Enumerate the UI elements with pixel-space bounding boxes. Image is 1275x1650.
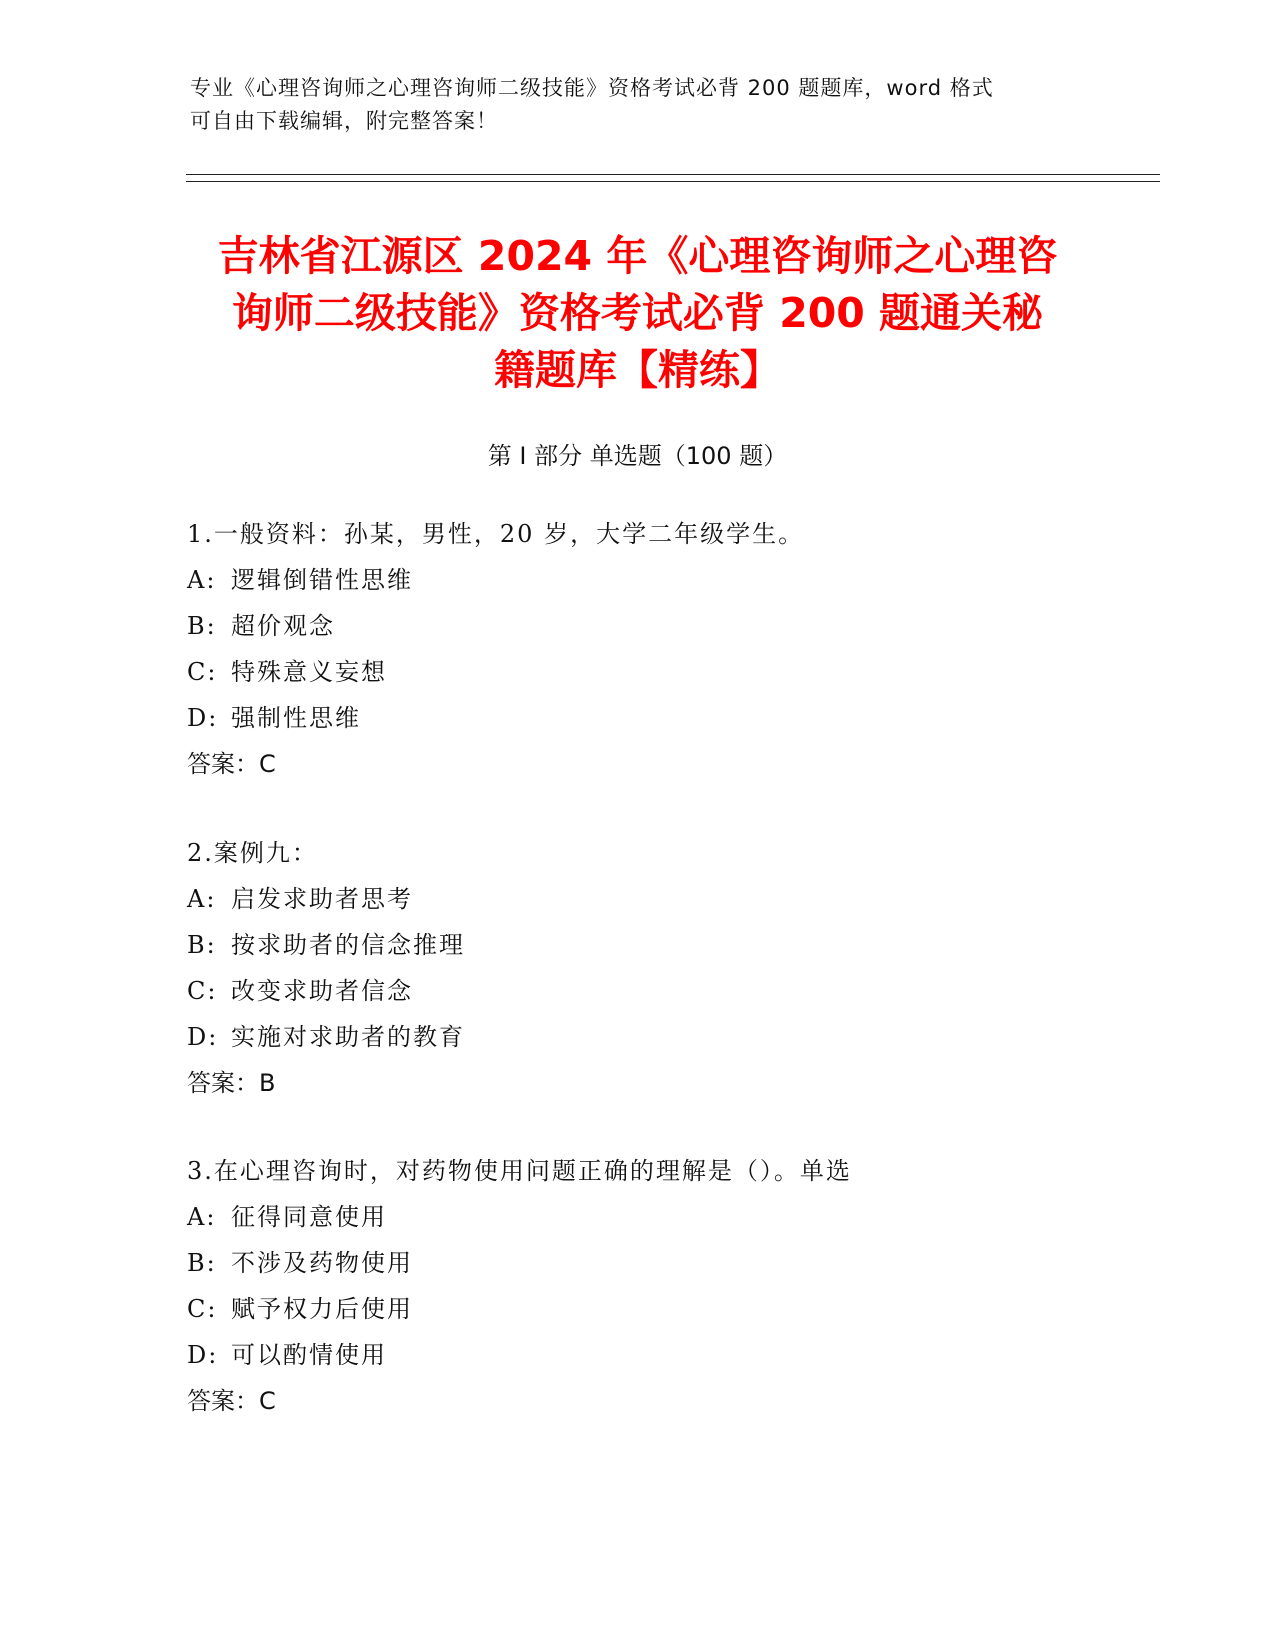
option-letter: D: [187,704,219,732]
option-text: 特殊意义妄想 [231,658,387,686]
header-note-line-1: 专业《心理咨询师之心理咨询师二级技能》资格考试必背 200 题题库，word 格式 [190,76,994,100]
option-text: 可以酌情使用 [231,1341,387,1369]
option-letter: A: [187,1203,217,1231]
option-text: 改变求助者信念 [231,977,413,1005]
option-a [187,1194,1147,1240]
question-3 [187,1148,1147,1424]
option-letter: C: [187,1295,218,1323]
title-line-2: 询师二级技能》资格考试必背 200 题通关秘 [231,289,1044,337]
option-a [187,876,1147,922]
option-letter: B: [187,931,217,959]
option-d [187,1014,1147,1060]
option-a [187,557,1147,603]
title-line-3: 籍题库【精练】 [494,346,781,394]
option-letter: C: [187,658,218,686]
question-2 [187,830,1147,1106]
question-text: 2.案例九： [187,839,318,867]
option-b [187,603,1147,649]
question-text: 3.在心理咨询时，对药物使用问题正确的理解是（）。单选 [187,1157,852,1185]
option-text: 赋予权力后使用 [231,1295,413,1323]
option-letter: A: [187,566,217,594]
document-title [150,228,1125,399]
option-d [187,1332,1147,1378]
section-heading: 第 I 部分 单选题（100 题） [487,442,788,470]
option-letter: B: [187,612,217,640]
option-letter: D: [187,1023,219,1051]
header-divider-top [186,174,1160,175]
option-d [187,695,1147,741]
option-b [187,1240,1147,1286]
option-letter: D: [187,1341,219,1369]
answer-line: 答案：B [187,1069,276,1097]
option-c [187,649,1147,695]
option-text: 实施对求助者的教育 [231,1023,465,1051]
title-line-1: 吉林省江源区 2024 年《心理咨询师之心理咨 [217,232,1058,280]
option-c [187,1286,1147,1332]
option-text: 强制性思维 [231,704,361,732]
option-text: 逻辑倒错性思维 [231,566,413,594]
option-text: 超价观念 [231,612,335,640]
option-letter: A: [187,885,217,913]
option-text: 启发求助者思考 [231,885,413,913]
option-text: 征得同意使用 [231,1203,387,1231]
answer-line: 答案：C [187,750,276,778]
option-text: 不涉及药物使用 [231,1249,413,1277]
option-c [187,968,1147,1014]
answer-line: 答案：C [187,1387,276,1415]
header-note [190,72,1090,138]
option-letter: B: [187,1249,217,1277]
header-note-line-2: 可自由下载编辑，附完整答案！ [190,109,498,133]
question-1 [187,511,1147,787]
option-text: 按求助者的信念推理 [231,931,465,959]
header-divider-bottom [186,181,1160,182]
question-text: 1.一般资料：孙某，男性，20 岁，大学二年级学生。 [187,520,805,548]
option-b [187,922,1147,968]
option-letter: C: [187,977,218,1005]
